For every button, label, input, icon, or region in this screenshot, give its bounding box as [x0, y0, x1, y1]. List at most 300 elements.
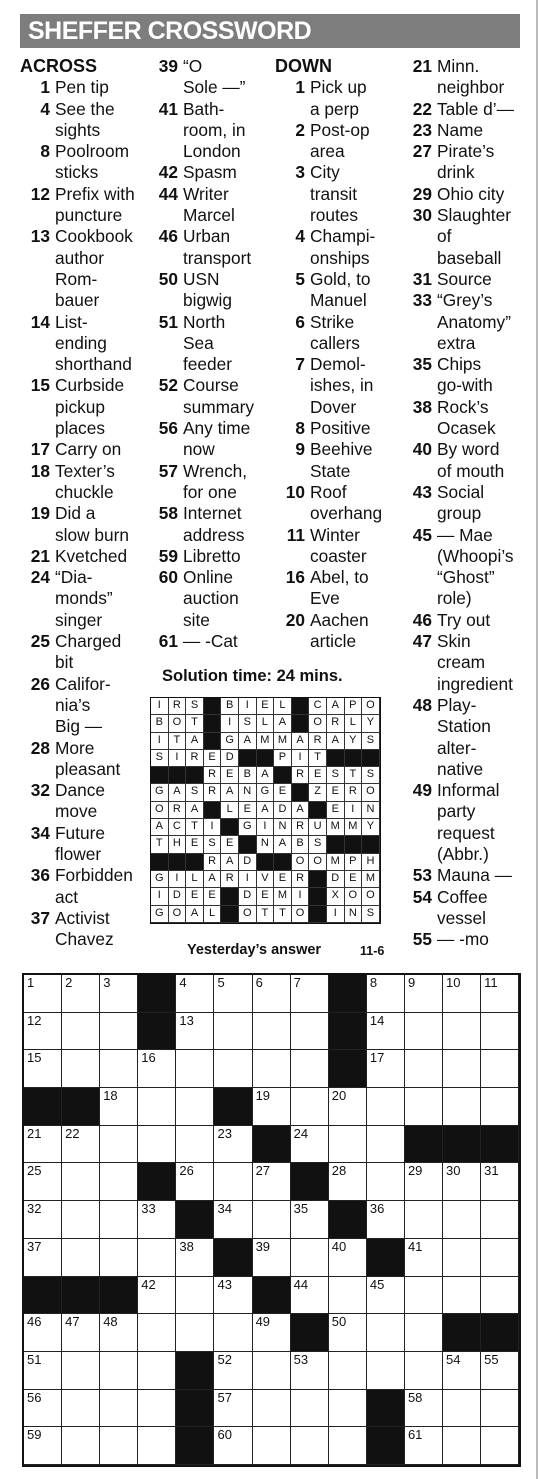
grid-cell[interactable]: [329, 1088, 367, 1126]
cell-number: 56: [27, 1389, 42, 1405]
grid-cell[interactable]: [138, 1239, 176, 1277]
grid-cell[interactable]: [138, 1050, 176, 1088]
grid-cell[interactable]: [367, 1126, 405, 1164]
grid-cell[interactable]: [291, 1427, 329, 1465]
answer-cell: H: [362, 854, 380, 871]
answer-cell: R: [169, 802, 187, 819]
clue-text: Forbidden act: [55, 865, 133, 907]
clue-number: 30: [412, 205, 432, 226]
clue-number: 4: [40, 98, 50, 119]
grid-cell[interactable]: [329, 1352, 367, 1390]
grid-cell[interactable]: [291, 1126, 329, 1164]
clue: [275, 482, 400, 525]
grid-cell[interactable]: [291, 1088, 329, 1126]
clue: [148, 461, 273, 504]
grid-cell[interactable]: [176, 1088, 214, 1126]
grid-cell[interactable]: [62, 1390, 100, 1428]
answer-cell: D: [239, 854, 257, 871]
cell-number: 16: [141, 1050, 156, 1066]
answer-cell: G: [151, 784, 169, 801]
grid-cell[interactable]: [62, 1427, 100, 1465]
answer-cell: M: [362, 871, 380, 888]
grid-cell[interactable]: [367, 1201, 405, 1239]
answer-cell: R: [186, 750, 204, 767]
clue-number: 61: [158, 631, 178, 652]
clue-text: Table d’—: [437, 98, 514, 119]
answer-cell: O: [169, 715, 187, 732]
grid-cell[interactable]: [367, 1277, 405, 1315]
grid-cell[interactable]: [138, 1314, 176, 1352]
grid-cell[interactable]: [100, 1352, 138, 1390]
clue: [20, 738, 145, 781]
cell-number: 37: [27, 1238, 42, 1254]
answer-cell: A: [274, 715, 292, 732]
answer-cell: T: [186, 819, 204, 836]
grid-cell[interactable]: [100, 1239, 138, 1277]
grid-cell[interactable]: [176, 1050, 214, 1088]
black-square: [329, 1050, 367, 1088]
grid-cell[interactable]: [62, 1013, 100, 1051]
grid-cell[interactable]: [100, 1088, 138, 1126]
grid-cell[interactable]: [405, 1013, 443, 1051]
cell-number: 30: [446, 1163, 461, 1179]
clue: [20, 631, 145, 674]
grid-cell[interactable]: [138, 1390, 176, 1428]
grid-cell[interactable]: [405, 1088, 443, 1126]
grid-cell[interactable]: [24, 1126, 62, 1164]
grid-cell[interactable]: [214, 1390, 252, 1428]
answer-cell: T: [151, 836, 169, 853]
clue-number: 58: [158, 503, 178, 524]
clue: [20, 461, 145, 504]
answer-cell: A: [239, 733, 257, 750]
clue: [402, 929, 536, 950]
clue-number: 18: [30, 460, 50, 481]
black-square: [176, 1390, 214, 1428]
grid-cell[interactable]: [329, 1427, 367, 1465]
grid-cell[interactable]: [253, 1314, 291, 1352]
cell-number: 33: [141, 1201, 156, 1217]
clue-text: Future flower: [55, 822, 105, 864]
grid-cell[interactable]: [443, 1239, 481, 1277]
grid-cell[interactable]: [24, 1163, 62, 1201]
answer-cell: A: [204, 871, 222, 888]
clue-text: Dance move: [55, 780, 105, 822]
answer-cell: O: [292, 906, 310, 923]
clue-number: 56: [158, 418, 178, 439]
black-square: [62, 1277, 100, 1315]
grid-cell[interactable]: [443, 975, 481, 1013]
black-square: [327, 750, 345, 767]
grid-cell[interactable]: [62, 1314, 100, 1352]
cell-number: 24: [293, 1125, 309, 1141]
clue-number: 25: [30, 631, 50, 652]
answer-cell: R: [292, 819, 310, 836]
answer-cell: X: [327, 888, 345, 905]
grid-cell[interactable]: [367, 1013, 405, 1051]
grid-cell[interactable]: [443, 1277, 481, 1315]
answer-cell: P: [345, 854, 363, 871]
clue: [402, 865, 536, 886]
black-square: [176, 1427, 214, 1465]
grid-cell[interactable]: [100, 1050, 138, 1088]
grid-cell[interactable]: [443, 1352, 481, 1390]
clue-text: Charged bit: [55, 631, 122, 673]
yesterday-answer-grid: [150, 697, 381, 924]
grid-cell[interactable]: [405, 1314, 443, 1352]
grid-cell[interactable]: [138, 1126, 176, 1164]
answer-cell: N: [345, 906, 363, 923]
grid-cell[interactable]: [62, 1201, 100, 1239]
grid-cell[interactable]: [24, 1314, 62, 1352]
grid-cell[interactable]: [481, 1239, 519, 1277]
grid-cell[interactable]: [481, 1277, 519, 1315]
grid-cell[interactable]: [24, 1352, 62, 1390]
clue-number: 47: [412, 631, 432, 652]
cell-number: 51: [27, 1351, 42, 1367]
grid-cell[interactable]: [253, 1201, 291, 1239]
answer-cell: O: [292, 854, 310, 871]
clue: [20, 99, 145, 142]
clue-number: 55: [412, 929, 432, 950]
answer-cell: M: [327, 819, 345, 836]
grid-cell[interactable]: [214, 1314, 252, 1352]
cell-number: 1: [27, 975, 35, 990]
answer-cell: E: [186, 836, 204, 853]
grid-cell[interactable]: [367, 1163, 405, 1201]
answer-cell: I: [292, 750, 310, 767]
grid-cell[interactable]: [100, 1427, 138, 1465]
clue-text: Positive: [310, 418, 371, 439]
answer-cell: I: [345, 802, 363, 819]
cell-number: 9: [407, 975, 416, 990]
cell-number: 7: [293, 975, 301, 990]
grid-cell[interactable]: [291, 1390, 329, 1428]
clue-number: 54: [412, 886, 432, 907]
grid-cell[interactable]: [253, 1390, 291, 1428]
grid-cell[interactable]: [481, 975, 519, 1013]
clue: [402, 354, 536, 397]
clue-text: List- ending shorthand: [55, 311, 132, 375]
grid-cell[interactable]: [367, 975, 405, 1013]
grid-cell[interactable]: [481, 1088, 519, 1126]
grid-cell[interactable]: [443, 1050, 481, 1088]
grid-cell[interactable]: [100, 1163, 138, 1201]
grid-cell[interactable]: [253, 1352, 291, 1390]
grid-cell[interactable]: [100, 1314, 138, 1352]
grid-cell[interactable]: [329, 1163, 367, 1201]
clue-text: Curbside pickup places: [55, 375, 125, 439]
grid-cell[interactable]: [405, 1201, 443, 1239]
grid-cell[interactable]: [443, 1163, 481, 1201]
black-square: [204, 715, 222, 732]
answer-cell: Y: [362, 819, 380, 836]
clue-number: 14: [30, 311, 50, 332]
clue-text: Name: [437, 119, 484, 140]
grid-cell[interactable]: [481, 1201, 519, 1239]
grid-cell[interactable]: [405, 1390, 443, 1428]
clue-text: Strike callers: [310, 311, 360, 353]
cell-number: 13: [179, 1012, 194, 1028]
grid-cell[interactable]: [367, 1050, 405, 1088]
black-square: [138, 1163, 176, 1201]
grid-cell[interactable]: [176, 1314, 214, 1352]
grid-cell[interactable]: [214, 1277, 252, 1315]
clue: [20, 439, 145, 460]
clue-number: 8: [40, 141, 50, 162]
grid-cell[interactable]: [443, 1201, 481, 1239]
grid-cell[interactable]: [138, 1088, 176, 1126]
grid-cell[interactable]: [100, 1013, 138, 1051]
grid-cell[interactable]: [481, 1050, 519, 1088]
grid-cell[interactable]: [291, 1050, 329, 1088]
grid-cell[interactable]: [62, 1239, 100, 1277]
cell-number: 12: [27, 1012, 42, 1028]
clue-text: Bath- room, in London: [183, 98, 246, 162]
cell-number: 14: [369, 1012, 385, 1028]
grid-cell[interactable]: [443, 1088, 481, 1126]
clue-number: 7: [295, 354, 305, 375]
clue: [402, 695, 536, 780]
answer-cell: A: [292, 733, 310, 750]
grid-cell[interactable]: [443, 1390, 481, 1428]
grid-cell[interactable]: [100, 975, 138, 1013]
grid-cell[interactable]: [214, 975, 252, 1013]
grid-cell[interactable]: [138, 1352, 176, 1390]
clue-text: Slaughter of baseball: [437, 205, 511, 268]
clue-number: 57: [158, 460, 178, 481]
grid-cell[interactable]: [405, 1352, 443, 1390]
grid-cell[interactable]: [291, 1277, 329, 1315]
clue: [402, 610, 536, 631]
black-square: [329, 1013, 367, 1051]
clue-number: 36: [30, 865, 50, 886]
grid-cell[interactable]: [481, 1390, 519, 1428]
answer-cell: R: [221, 871, 239, 888]
clue-number: 29: [412, 183, 432, 204]
answer-cell: E: [257, 888, 275, 905]
grid-cell[interactable]: [176, 1163, 214, 1201]
grid-cell[interactable]: [253, 1050, 291, 1088]
answer-cell: Z: [309, 784, 327, 801]
answer-cell: V: [257, 871, 275, 888]
black-square: [329, 1201, 367, 1239]
grid-cell[interactable]: [367, 1352, 405, 1390]
grid-cell[interactable]: [24, 1201, 62, 1239]
grid-cell[interactable]: [138, 1201, 176, 1239]
grid-cell[interactable]: [291, 1239, 329, 1277]
cell-number: 2: [65, 975, 73, 990]
grid-cell[interactable]: [291, 1201, 329, 1239]
grid-cell[interactable]: [329, 1314, 367, 1352]
clue: [275, 269, 400, 312]
grid-cell[interactable]: [214, 1427, 252, 1465]
grid-cell[interactable]: [405, 1050, 443, 1088]
grid-cell[interactable]: [367, 1314, 405, 1352]
answer-cell: S: [327, 767, 345, 784]
grid-cell[interactable]: [214, 1013, 252, 1051]
grid-cell[interactable]: [481, 1163, 519, 1201]
grid-cell[interactable]: [176, 1126, 214, 1164]
grid-cell[interactable]: [176, 975, 214, 1013]
grid-cell[interactable]: [443, 1013, 481, 1051]
clue: [20, 226, 145, 311]
grid-cell[interactable]: [253, 1088, 291, 1126]
black-square: [291, 1163, 329, 1201]
black-square: [204, 802, 222, 819]
clue: [402, 269, 536, 290]
answer-cell: I: [292, 888, 310, 905]
black-square: [257, 750, 275, 767]
grid-cell[interactable]: [481, 1352, 519, 1390]
grid-cell[interactable]: [24, 975, 62, 1013]
answer-cell: A: [257, 802, 275, 819]
clue: [148, 99, 273, 163]
clue: [275, 312, 400, 355]
answer-cell: A: [169, 784, 187, 801]
cell-number: 23: [217, 1125, 232, 1141]
clue: [148, 269, 273, 312]
answer-cell: E: [239, 802, 257, 819]
answer-cell: S: [362, 906, 380, 923]
answer-cell: G: [151, 906, 169, 923]
grid-cell[interactable]: [100, 1390, 138, 1428]
clue-number: 45: [412, 524, 432, 545]
clue-number: 49: [412, 780, 432, 801]
grid-cell[interactable]: [443, 1427, 481, 1465]
black-square: [292, 715, 310, 732]
clue-text: Aachen article: [310, 609, 369, 652]
answer-cell: T: [186, 715, 204, 732]
answer-cell: H: [169, 836, 187, 853]
grid-cell[interactable]: [100, 1126, 138, 1164]
grid-cell[interactable]: [24, 1390, 62, 1428]
answer-cell: G: [239, 819, 257, 836]
grid-cell[interactable]: [253, 1013, 291, 1051]
grid-cell[interactable]: [214, 1201, 252, 1239]
grid-cell[interactable]: [291, 1013, 329, 1051]
down-column-2: [402, 56, 536, 950]
clue-text: More pleasant: [55, 737, 121, 779]
clue: [402, 205, 536, 269]
black-square: [138, 1013, 176, 1051]
grid-cell[interactable]: [329, 1390, 367, 1428]
grid-cell[interactable]: [214, 1126, 252, 1164]
grid-cell[interactable]: [62, 1352, 100, 1390]
black-square: [138, 975, 176, 1013]
grid-cell[interactable]: [62, 1050, 100, 1088]
clue: [148, 56, 273, 99]
answer-cell: R: [327, 715, 345, 732]
clue-number: 2: [295, 119, 305, 140]
grid-cell[interactable]: [329, 1239, 367, 1277]
grid-cell[interactable]: [214, 1050, 252, 1088]
grid-cell[interactable]: [24, 1050, 62, 1088]
answer-cell: B: [292, 836, 310, 853]
answer-cell: N: [257, 836, 275, 853]
clue: [20, 780, 145, 823]
black-square: [274, 854, 292, 871]
clue-number: 43: [412, 481, 432, 502]
clue: [402, 525, 536, 610]
clue-text: Roof overhang: [310, 481, 383, 524]
clue: [402, 439, 536, 482]
clue-number: 3: [295, 162, 305, 183]
black-square: [309, 802, 327, 819]
clue-number: 38: [412, 396, 432, 417]
clue: [275, 418, 400, 439]
clue: [275, 162, 400, 226]
grid-cell[interactable]: [176, 1277, 214, 1315]
clue-text: Any time now: [183, 418, 251, 460]
grid-cell[interactable]: [24, 1427, 62, 1465]
grid-cell[interactable]: [24, 1239, 62, 1277]
grid-cell[interactable]: [138, 1427, 176, 1465]
grid-cell[interactable]: [62, 1163, 100, 1201]
clue-number: 41: [158, 98, 178, 119]
grid-cell[interactable]: [253, 1239, 291, 1277]
answer-cell: N: [274, 819, 292, 836]
answer-cell: A: [327, 733, 345, 750]
answer-cell: O: [345, 888, 363, 905]
grid-cell[interactable]: [405, 1277, 443, 1315]
grid-cell[interactable]: [24, 1013, 62, 1051]
grid-cell[interactable]: [214, 1163, 252, 1201]
grid-cell[interactable]: [138, 1277, 176, 1315]
grid-cell[interactable]: [291, 1352, 329, 1390]
clue-number: 33: [412, 290, 432, 311]
cell-number: 29: [407, 1163, 423, 1179]
answer-cell: B: [221, 698, 239, 715]
black-square: [367, 1427, 405, 1465]
cell-number: 3: [103, 975, 111, 990]
grid-cell[interactable]: [481, 1427, 519, 1465]
answer-cell: O: [362, 784, 380, 801]
grid-cell[interactable]: [253, 975, 291, 1013]
cell-number: 47: [65, 1314, 80, 1330]
grid-cell[interactable]: [329, 1126, 367, 1164]
grid-cell[interactable]: [62, 1126, 100, 1164]
cell-number: 39: [255, 1238, 271, 1254]
clue-number: 52: [158, 375, 178, 396]
clue-text: Rock’s Ocasek: [437, 396, 496, 439]
grid-cell[interactable]: [405, 1163, 443, 1201]
grid-cell[interactable]: [62, 975, 100, 1013]
cell-number: 34: [217, 1201, 232, 1217]
answer-cell: L: [204, 906, 222, 923]
black-square: [367, 1239, 405, 1277]
cell-number: 35: [293, 1201, 309, 1217]
grid-cell[interactable]: [405, 1427, 443, 1465]
answer-cell: G: [257, 784, 275, 801]
grid-cell[interactable]: [253, 1427, 291, 1465]
grid-cell[interactable]: [291, 975, 329, 1013]
grid-cell[interactable]: [176, 1013, 214, 1051]
clue-number: 32: [30, 780, 50, 801]
grid-cell[interactable]: [253, 1163, 291, 1201]
grid-cell[interactable]: [405, 1239, 443, 1277]
answer-cell: S: [204, 836, 222, 853]
grid-cell[interactable]: [100, 1201, 138, 1239]
grid-cell[interactable]: [405, 975, 443, 1013]
grid-cell[interactable]: [481, 1013, 519, 1051]
grid-cell[interactable]: [329, 1277, 367, 1315]
clue-text: — -Cat: [183, 631, 238, 652]
grid-cell[interactable]: [367, 1088, 405, 1126]
grid-cell[interactable]: [214, 1352, 252, 1390]
answer-cell: I: [327, 906, 345, 923]
grid-cell[interactable]: [176, 1239, 214, 1277]
